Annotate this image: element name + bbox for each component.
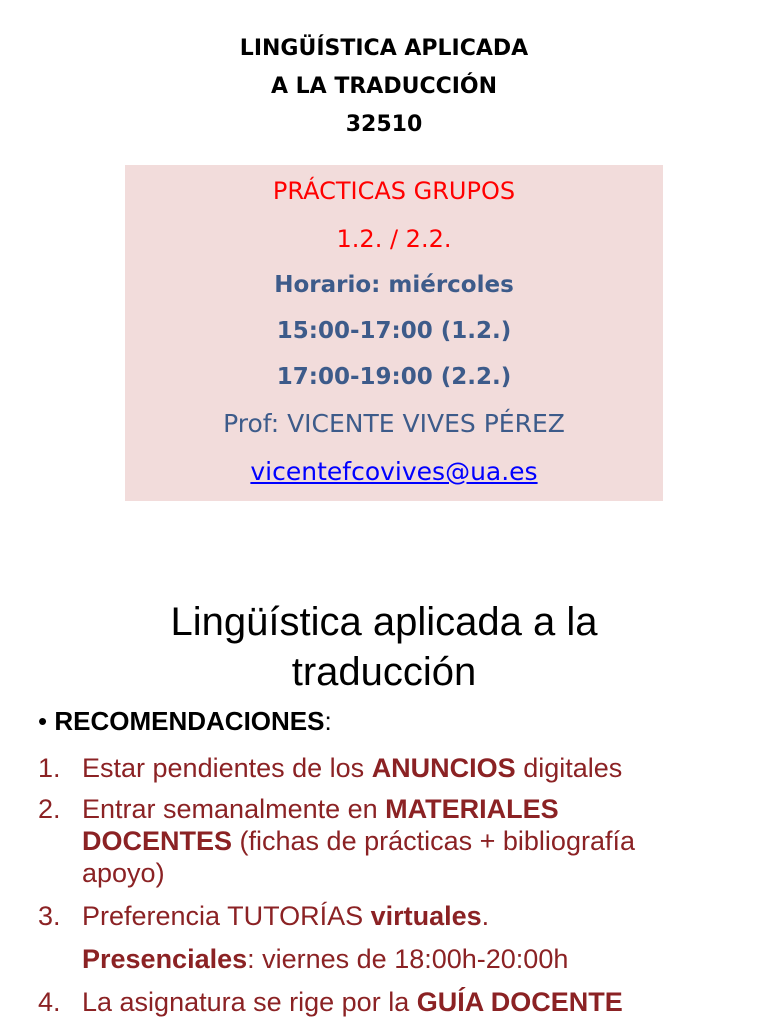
bullet-icon: •: [38, 706, 48, 736]
course-code: 32510: [345, 112, 423, 137]
list-item: 2. Entrar semanalmente en MATERIALES: [38, 794, 559, 824]
list-item-continuation: DOCENTES (fichas de prácticas + bibliografía: [82, 826, 635, 856]
groups: 1.2. / 2.2.: [336, 225, 452, 253]
header-title-line2: A LA TRADUCCIÓN: [270, 74, 498, 99]
list-item-continuation: Presenciales: viernes de 18:00h-20:00h: [82, 944, 569, 974]
info-box: [125, 165, 663, 501]
schedule-time-2: 17:00-19:00 (2.2.): [276, 364, 512, 390]
list-item-continuation: apoyo): [82, 858, 165, 888]
recommendations-heading: • RECOMENDACIONES:: [38, 706, 332, 736]
slide-title-line2: traducción: [291, 650, 477, 694]
schedule-label: Horario: miércoles: [274, 272, 514, 298]
recommendations-label: RECOMENDACIONES: [54, 706, 325, 736]
schedule-time-1: 15:00-17:00 (1.2.): [276, 318, 512, 344]
list-item: 1. Estar pendientes de los ANUNCIOS digitales: [38, 753, 623, 783]
slide-title-line1: Lingüística aplicada a la: [170, 600, 598, 644]
email-link[interactable]: vicentefcovives@ua.es: [250, 457, 538, 486]
list-item: 3. Preferencia TUTORÍAS virtuales.: [38, 901, 490, 931]
list-item: 4. La asignatura se rige por la GUÍA DOCENTE: [38, 987, 623, 1017]
groups-title: PRÁCTICAS GRUPOS: [272, 177, 516, 205]
header-title-line1: LINGÜÍSTICA APLICADA: [239, 36, 529, 61]
professor-name: Prof: VICENTE VIVES PÉREZ: [223, 409, 565, 438]
